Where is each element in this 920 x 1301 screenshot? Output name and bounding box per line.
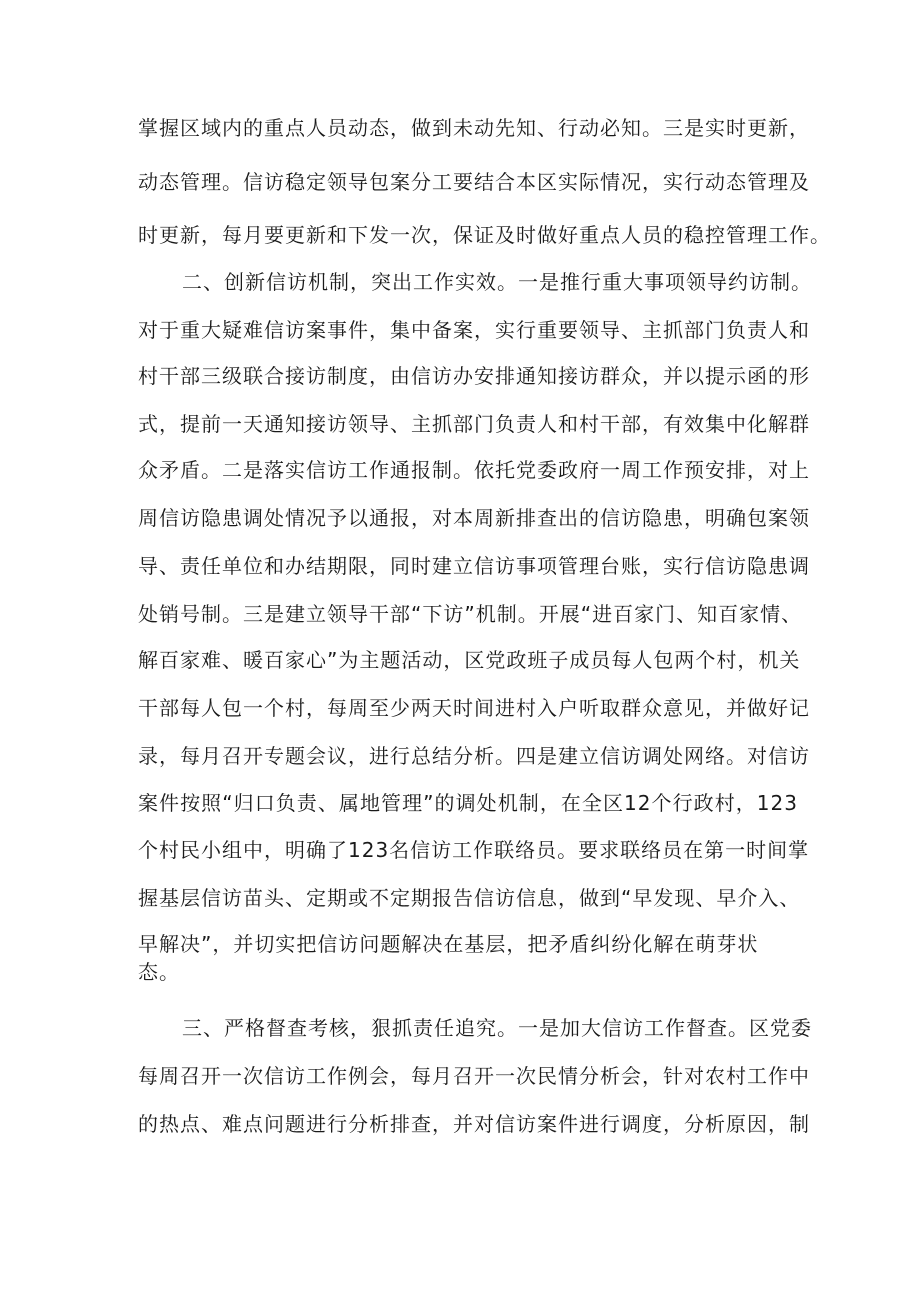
text-line: 式，提前一天通知接访领导、主抓部门负责人和村干部，有效集中化解群 (138, 412, 810, 436)
text-line: 时更新，每月要更新和下发一次，保证及时做好重点人员的稳控管理工作。 (138, 223, 831, 247)
text-line: 动态管理。信访稳定领导包案分工要结合本区实际情况，实行动态管理及 (138, 170, 810, 194)
text-line: 的热点、难点问题进行分析排查，并对信访案件进行调度，分析原因，制 (138, 1112, 810, 1136)
text-line: 村干部三级联合接访制度，由信访办安排通知接访群众，并以提示函的形 (138, 364, 810, 388)
paragraph-heading-line: 三、严格督查考核，狠抓责任追究。一是加大信访工作督查。区党委 (182, 1016, 812, 1040)
text-line: 处销号制。三是建立领导干部“下访”机制。开展“进百家门、知百家情、 (138, 602, 803, 626)
text-line: 对于重大疑难信访案事件，集中备案，实行重要领导、主抓部门负责人和 (138, 318, 810, 342)
text-line: 解百家难、暖百家心”为主题活动，区党政班子成员每人包两个村，机关 (138, 648, 801, 672)
text-line: 握基层信访苗头、定期或不定期报告信访信息，做到“早发现、早介入、 (138, 886, 801, 910)
text-line: 周信访隐患调处情况予以通报，对本周新排查出的信访隐患，明确包案领 (138, 506, 810, 530)
text-line: 掌握区域内的重点人员动态，做到未动先知、行动必知。三是实时更新， (138, 116, 810, 140)
text-line: 录，每月召开专题会议，进行总结分析。四是建立信访调处网络。对信访 (138, 744, 810, 768)
text-line: 每周召开一次信访工作例会，每月召开一次民情分析会，针对农村工作中 (138, 1064, 810, 1088)
paragraph-heading-line: 二、创新信访机制，突出工作实效。一是推行重大事项领导约访制。 (182, 270, 812, 294)
text-line: 干部每人包一个村，每周至少两天时间进村入户听取群众意见，并做好记 (138, 696, 810, 720)
text-line: 态。 (138, 960, 180, 984)
text-line: 众矛盾。二是落实信访工作通报制。依托党委政府一周工作预安排，对上 (138, 458, 810, 482)
text-line: 个村民小组中，明确了123名信访工作联络员。要求联络员在第一时间掌 (138, 838, 810, 862)
text-line: 案件按照“归口负责、属地管理”的调处机制，在全区12个行政村，123 (138, 791, 798, 815)
text-line: 导、责任单位和办结期限，同时建立信访事项管理台账，实行信访隐患调 (138, 554, 810, 578)
text-line: 早解决”，并切实把信访问题解决在基层，把矛盾纠纷化解在萌芽状 (138, 932, 759, 956)
